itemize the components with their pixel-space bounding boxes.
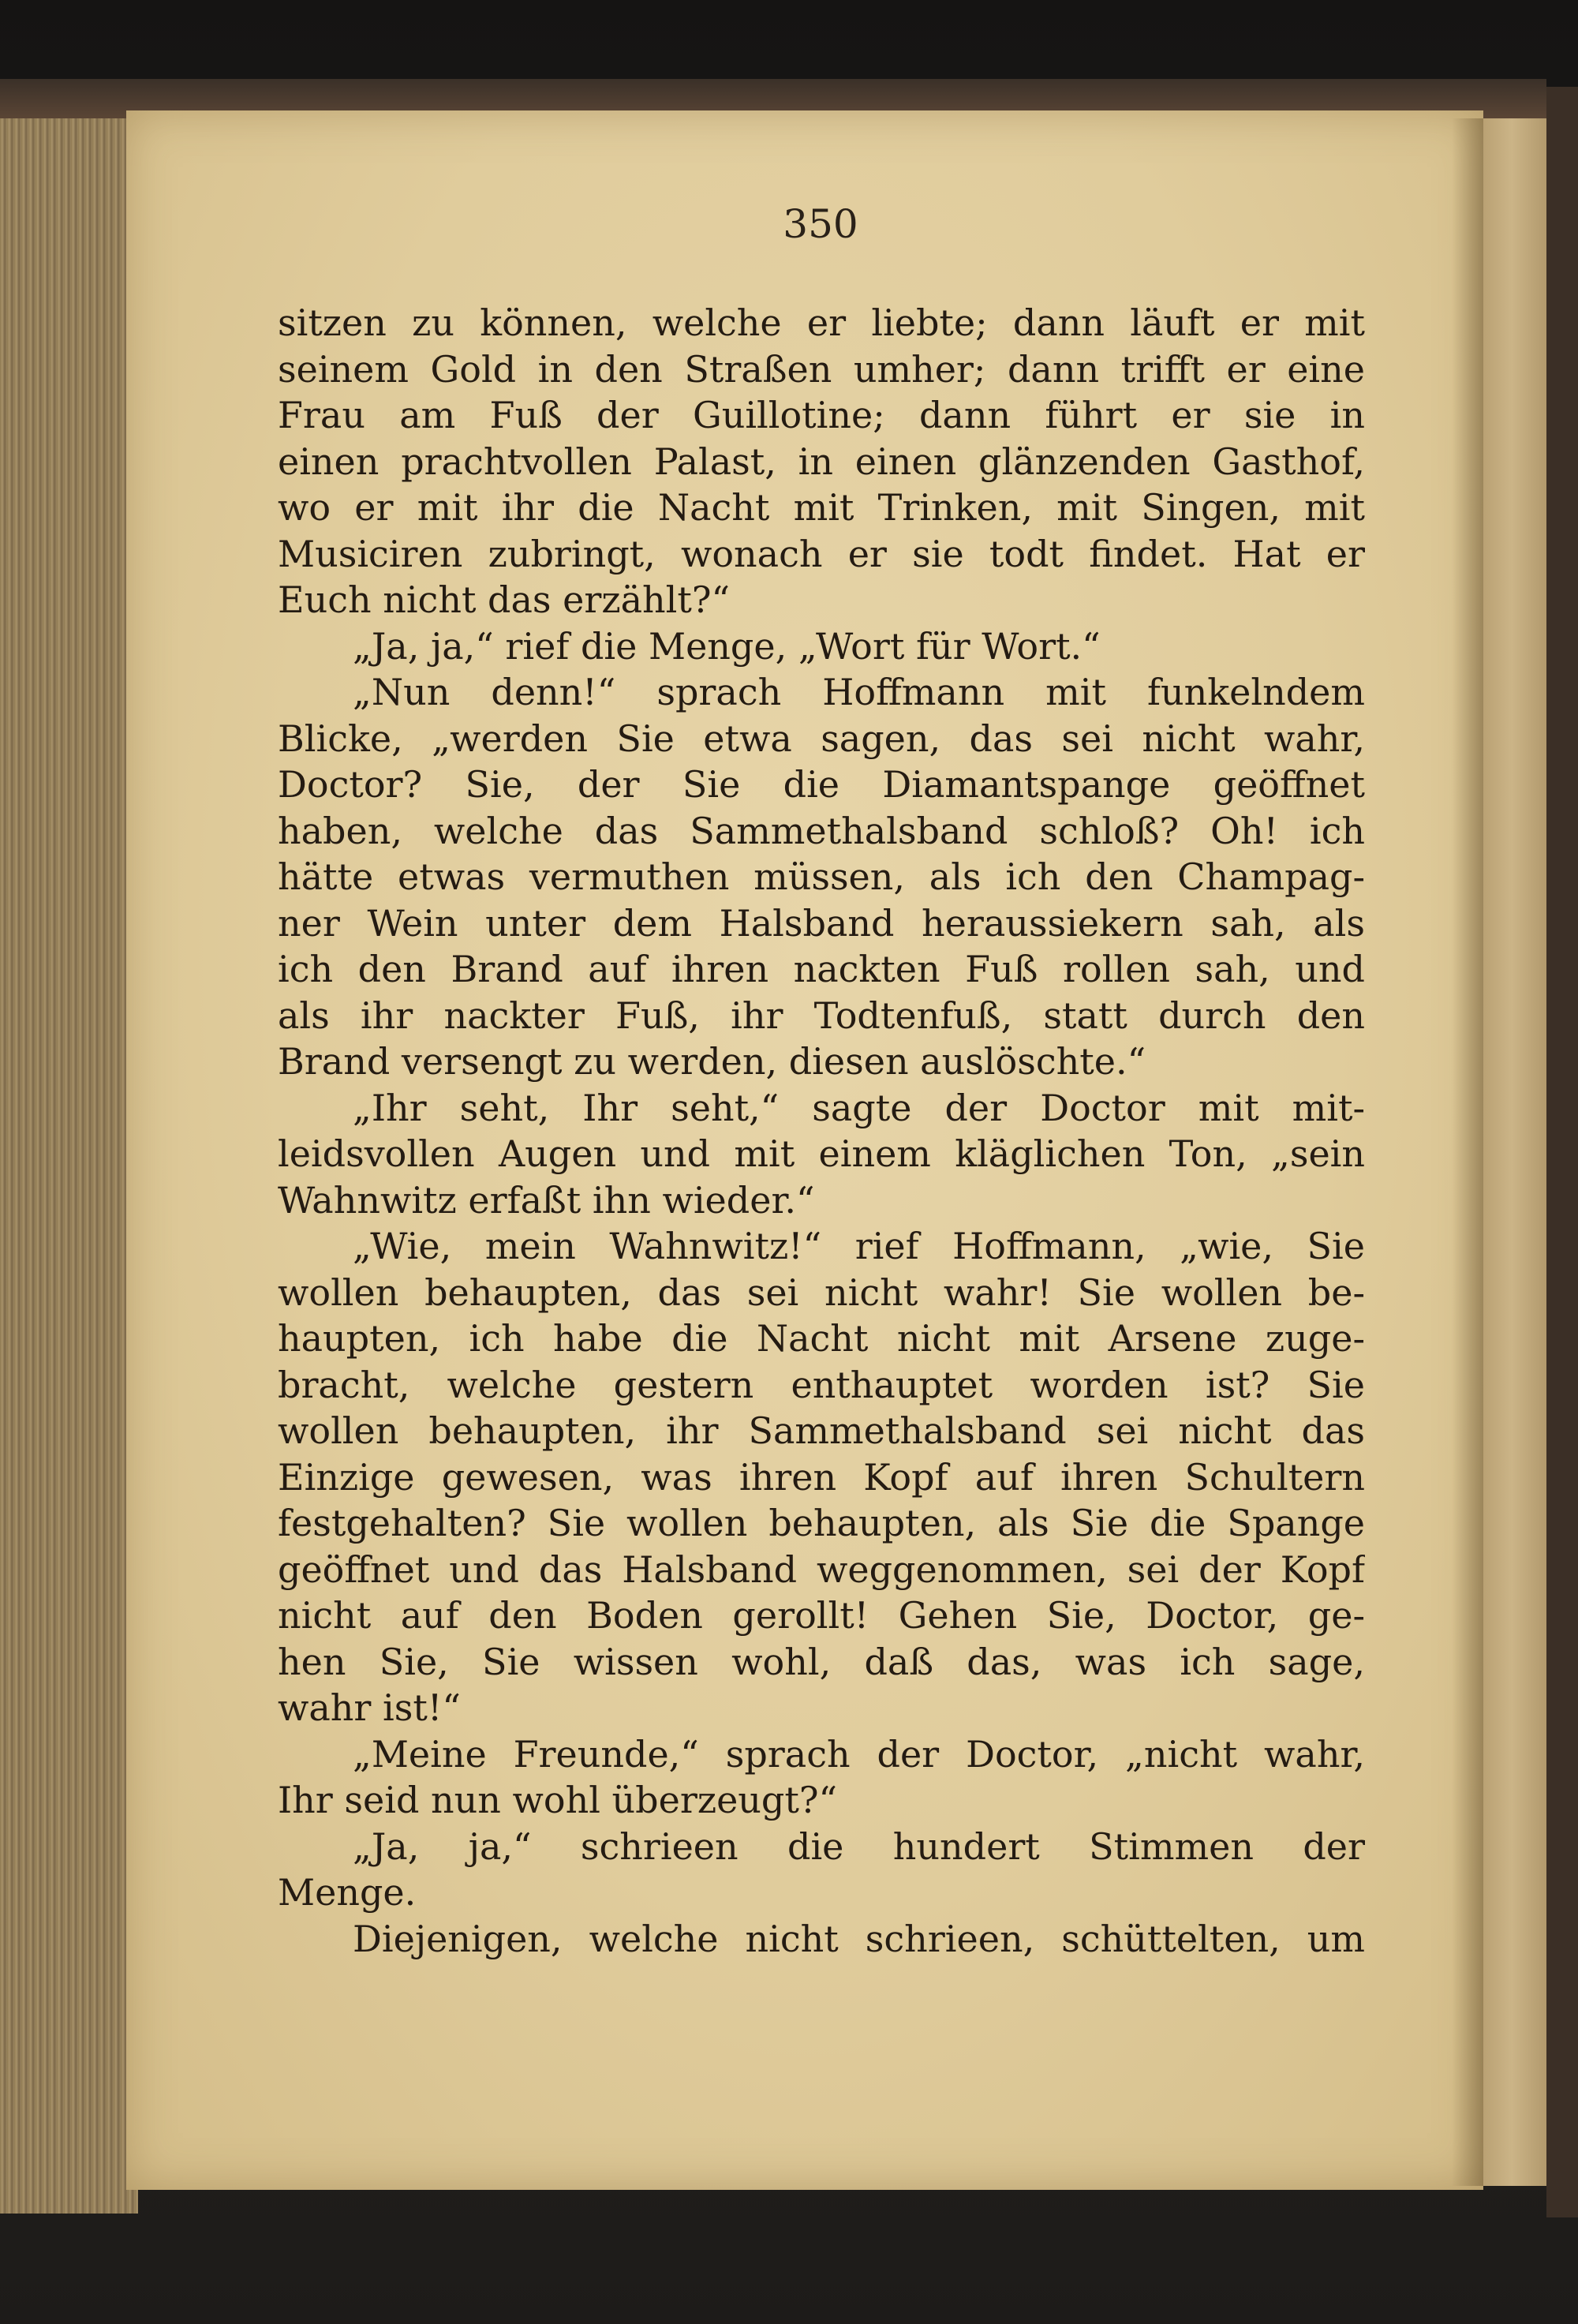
text-line: „Meine Freunde,“ sprach der Doctor, „nicht wahr, bbox=[353, 1732, 1365, 1776]
text-line: Menge. bbox=[278, 1871, 417, 1914]
text-line: hen Sie, Sie wissen wohl, daß das, was ich sage, bbox=[278, 1640, 1365, 1683]
text-line: „Ja, ja,“ schrieen die hundert Stimmen der bbox=[353, 1824, 1365, 1868]
text-line: wollen behaupten, ihr Sammethalsband sei nicht das bbox=[278, 1409, 1365, 1452]
book-cover-right-edge bbox=[1546, 87, 1578, 2217]
text-line: hätte etwas vermuthen müssen, als ich den Champag- bbox=[278, 855, 1365, 898]
text-line: haben, welche das Sammethalsband schloß? Oh! ich bbox=[278, 809, 1365, 852]
text-line: „Ja, ja,“ rief die Menge, „Wort für Wort.“ bbox=[353, 624, 1101, 668]
text-line: nicht auf den Boden gerollt! Gehen Sie, Doctor, ge- bbox=[278, 1594, 1365, 1637]
text-line: haupten, ich habe die Nacht nicht mit Arsene zuge- bbox=[278, 1317, 1365, 1360]
text-line: seinem Gold in den Straßen umher; dann trifft er eine bbox=[278, 347, 1365, 391]
text-line: Ihr seid nun wohl überzeugt?“ bbox=[278, 1779, 838, 1821]
text-line: „Ihr seht, Ihr seht,“ sagte der Doctor mit mit- bbox=[353, 1086, 1365, 1129]
text-line: festgehalten? Sie wollen behaupten, als Sie die Spange bbox=[278, 1502, 1365, 1544]
text-line: Frau am Fuß der Guillotine; dann führt er sie in bbox=[278, 394, 1365, 436]
text-line: Brand versengt zu werden, diesen auslöschte.“ bbox=[278, 1040, 1146, 1083]
text-line: sitzen zu können, welche er liebte; dann läuft er mit bbox=[278, 301, 1365, 344]
text-line: Wahnwitz erfaßt ihn wieder.“ bbox=[278, 1178, 815, 1222]
text-line: als ihr nackter Fuß, ihr Todtenfuß, statt durch den bbox=[278, 994, 1365, 1037]
text-line: Euch nicht das erzählt?“ bbox=[278, 578, 731, 621]
text-line: geöffnet und das Halsband weggenommen, sei der Kopf bbox=[278, 1547, 1365, 1591]
text-line: ner Wein unter dem Halsband heraussiekern sah, als bbox=[278, 901, 1365, 945]
page-edges-left bbox=[0, 118, 138, 2214]
text-line: Einzige gewesen, was ihren Kopf auf ihren Schultern bbox=[278, 1455, 1365, 1499]
text-line: Diejenigen, welche nicht schrieen, schüttelten, um bbox=[353, 1917, 1365, 1960]
text-line: bracht, welche gestern enthauptet worden ist? Sie bbox=[278, 1363, 1365, 1406]
text-line: „Nun denn!“ sprach Hoffmann mit funkelndem bbox=[353, 671, 1365, 713]
page-text-block bbox=[278, 300, 1365, 1962]
text-line: Doctor? Sie, der Sie die Diamantspange geöffnet bbox=[278, 763, 1365, 806]
page-number: 350 bbox=[783, 201, 858, 247]
text-line: Blicke, „werden Sie etwa sagen, das sei nicht wahr, bbox=[278, 717, 1365, 760]
text-line: wollen behaupten, das sei nicht wahr! Sie wollen be- bbox=[278, 1271, 1365, 1314]
text-line: wo er mit ihr die Nacht mit Trinken, mit Singen, mit bbox=[278, 486, 1365, 529]
text-line: einen prachtvollen Palast, in einen glänzenden Gasthof, bbox=[278, 440, 1365, 483]
text-line: „Wie, mein Wahnwitz!“ rief Hoffmann, „wie, Sie bbox=[353, 1225, 1365, 1267]
text-line: Musiciren zubringt, wonach er sie todt findet. Hat er bbox=[278, 532, 1365, 575]
text-line: ich den Brand auf ihren nackten Fuß rollen sah, und bbox=[278, 948, 1365, 990]
text-line: wahr ist!“ bbox=[278, 1686, 461, 1729]
text-line: leidsvollen Augen und mit einem kläglichen Ton, „sein bbox=[278, 1132, 1365, 1175]
spine-shadow bbox=[1452, 118, 1483, 2186]
